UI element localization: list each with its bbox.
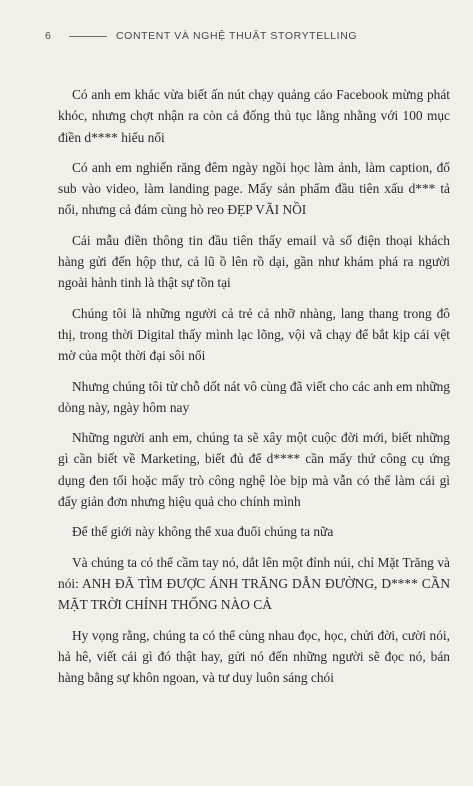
page-number: 6	[45, 30, 52, 42]
paragraph: Để thế giới này không thể xua đuổi chúng ta nữa	[72, 524, 334, 540]
paragraph: Hy vọng rằng, chúng ta có thể cùng nhau đọc, học, chửi đời, cười nói, hả hê, viết cái gì đó thật hay, gửi nó đến những người sẽ đọc nó, bán hàng bằng sự khôn ngoan, và tư duy luôn sáng chói	[58, 627, 450, 686]
paragraph: Có anh em nghiến răng đêm ngày ngồi học làm ảnh, làm caption, đổ sub vào video, làm landing page. Mấy sản phẩm đầu tiên xấu d*** tả nổi, nhưng cả đám cùng hò reo ĐẸP VÃI NỒI	[58, 159, 450, 218]
paragraph: Những người anh em, chúng ta sẽ xây một cuộc đời mới, biết những gì cần biết về Marketing, biết đủ để d**** cần mấy thứ công cụ ứng dụng đen tối hoặc mấy trò công nghệ lòe bịp mà vẫn có thể làm cái gì đấy giản đơn nhưng hiệu quả cho chính mình	[58, 430, 450, 510]
header-divider	[69, 36, 107, 37]
paragraph: Và chúng ta có thể cầm tay nó, dắt lên một đỉnh núi, chỉ Mặt Trăng và nói: ANH ĐÃ TÌM ĐƯỢC ÁNH TRĂNG DẪN ĐƯỜNG, D**** CẦN MẶT TRỜI CHÍNH THỐNG NÀO CẢ	[58, 554, 450, 613]
running-title: CONTENT VÀ NGHỆ THUẬT STORYTELLING	[116, 30, 358, 42]
paragraph: Chúng tôi là những người cả trẻ cả nhỡ nhàng, lang thang trong đô thị, trong thời Digital thấy mình lạc lõng, vội vã chạy để bắt kịp cái vệt mờ của một thời đại sôi nổi	[58, 305, 450, 364]
body-text	[58, 84, 450, 697]
paragraph: Có anh em khác vừa biết ấn nút chạy quảng cáo Facebook mừng phát khóc, nhưng chợt nhận ra còn cả đống thủ tục lằng nhằng với 100 mục điền d**** hiểu nổi	[58, 87, 450, 145]
paragraph: Nhưng chúng tôi từ chỗ dốt nát vô cùng đã viết cho các anh em những dòng này, ngày hôm nay	[58, 378, 450, 415]
paragraph: Cái mẫu điền thông tin đầu tiên thấy email và số điện thoại khách hàng gửi đến hộp thư, cả lũ ồ lên rồ dại, gần như khám phá ra người ngoài hành tinh là thật sự tồn tại	[58, 232, 450, 291]
running-header	[45, 28, 453, 44]
